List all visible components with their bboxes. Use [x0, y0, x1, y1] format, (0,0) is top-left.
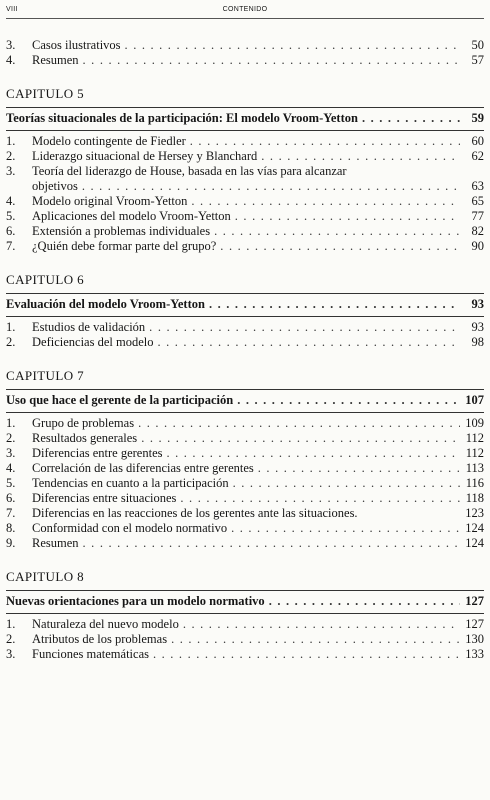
leader-dots	[258, 461, 460, 476]
entry-number: 9.	[6, 536, 16, 550]
page-number: VIII	[6, 6, 18, 13]
entry-number: 2.	[6, 335, 16, 349]
entry-label: Deficiencias del modelo	[32, 335, 154, 349]
title-rule	[6, 412, 484, 413]
chapter-title-entry	[6, 108, 484, 130]
chapter-title-page: 93	[471, 297, 484, 311]
entry-label: Teoría del liderazgo de House, basada en las vías para alcanzar	[32, 164, 347, 178]
leader-dots	[138, 416, 460, 431]
entry-number: 5.	[6, 476, 16, 490]
entry-number: 2.	[6, 149, 16, 163]
entry-page: 57	[471, 53, 484, 67]
entry-number: 1.	[6, 320, 16, 334]
entry-number: 3.	[6, 38, 16, 52]
entry-number: 3.	[6, 647, 16, 661]
toc-entry	[6, 446, 484, 461]
entry-label: Atributos de los problemas	[32, 632, 168, 646]
leader-dots	[141, 431, 460, 446]
running-title: CONTENIDO	[222, 6, 268, 13]
title-rule	[6, 130, 484, 131]
toc-entry	[6, 476, 484, 491]
toc-entry	[6, 239, 484, 254]
leader-dots	[83, 53, 460, 68]
chapter-title-page: 59	[471, 111, 484, 125]
leader-dots	[125, 38, 460, 53]
chapter-block	[6, 569, 484, 662]
entry-label: Modelo original Vroom-Yetton	[32, 194, 188, 208]
toc-entry	[6, 632, 484, 647]
chapter-list	[6, 86, 484, 662]
leader-dots	[209, 297, 460, 312]
entry-page: 90	[471, 239, 484, 253]
entry-label: Funciones matemáticas	[32, 647, 149, 661]
entry-label: Resultados generales	[32, 431, 138, 445]
entry-number: 6.	[6, 491, 16, 505]
entry-label: ¿Quién debe formar parte del grupo?	[32, 239, 217, 253]
toc-entry	[6, 617, 484, 632]
entry-label: Conformidad con el modelo normativo	[32, 521, 228, 535]
chapter-title: Evaluación del modelo Vroom-Yetton	[6, 297, 205, 311]
leader-dots	[82, 179, 460, 194]
entry-label: Resumen	[32, 53, 79, 67]
entry-page: 109	[465, 416, 484, 430]
toc-entry	[6, 149, 484, 164]
chapter-heading: CAPITULO 5	[6, 86, 85, 101]
leader-dots	[191, 194, 460, 209]
chapter-title-entry	[6, 390, 484, 412]
leader-dots	[183, 617, 460, 632]
entry-page: 116	[465, 476, 484, 490]
leader-dots	[231, 521, 460, 536]
toc-entry-continuation	[6, 179, 484, 194]
entry-number: 1.	[6, 416, 16, 430]
chapter-block	[6, 368, 484, 551]
entry-page: 113	[465, 461, 484, 475]
leader-dots	[180, 491, 460, 506]
toc-entry	[6, 53, 484, 68]
top-items	[6, 38, 484, 68]
chapter-title-entry	[6, 591, 484, 613]
entry-page: 112	[465, 446, 484, 460]
entry-number: 1.	[6, 134, 16, 148]
chapter-block	[6, 86, 484, 254]
leader-dots	[83, 536, 460, 551]
chapter-title-page: 127	[465, 594, 484, 608]
entry-page: 112	[465, 431, 484, 445]
leader-dots	[171, 632, 460, 647]
leader-dots	[149, 320, 460, 335]
entry-number: 5.	[6, 209, 16, 223]
chapter-title-entry	[6, 294, 484, 316]
chapter-title: Teorías situacionales de la participación: El modelo Vroom-Yetton	[6, 111, 358, 125]
entry-number: 2.	[6, 431, 16, 445]
toc-entry	[6, 209, 484, 224]
entry-page: 60	[471, 134, 484, 148]
entry-label: Resumen	[32, 536, 79, 550]
entry-label: Tendencias en cuanto a la participación	[32, 476, 229, 490]
entry-page: 133	[465, 647, 484, 661]
toc-entry	[6, 461, 484, 476]
leader-dots	[237, 393, 460, 408]
entry-page: 77	[471, 209, 484, 223]
entry-page: 127	[465, 617, 484, 631]
toc-entry	[6, 194, 484, 209]
table-of-contents	[6, 38, 484, 662]
entry-label: Diferencias entre situaciones	[32, 491, 177, 505]
leader-dots	[235, 209, 460, 224]
entry-number: 4.	[6, 461, 16, 475]
entry-page: 118	[465, 491, 484, 505]
entry-number: 4.	[6, 194, 16, 208]
entry-label: Correlación de las diferencias entre gerentes	[32, 461, 254, 475]
entry-page: 124	[465, 521, 484, 535]
entry-page: 65	[471, 194, 484, 208]
toc-entry	[6, 521, 484, 536]
toc-entry	[6, 536, 484, 551]
entry-page: 98	[471, 335, 484, 349]
entry-page: 124	[465, 536, 484, 550]
chapter-heading: CAPITULO 8	[6, 569, 85, 584]
entry-page: 62	[471, 149, 484, 163]
entry-label-continued: objetivos	[32, 179, 78, 193]
entry-label: Estudios de validación	[32, 320, 146, 334]
entry-label: Casos ilustrativos	[32, 38, 121, 52]
leader-dots	[153, 647, 460, 662]
entry-number: 1.	[6, 617, 16, 631]
entry-number: 3.	[6, 164, 16, 178]
entry-number: 7.	[6, 506, 16, 520]
chapter-title-page: 107	[465, 393, 484, 407]
entry-number: 7.	[6, 239, 16, 253]
entry-number: 6.	[6, 224, 16, 238]
entry-label: Liderazgo situacional de Hersey y Blanchard	[32, 149, 258, 163]
entry-label: Grupo de problemas	[32, 416, 135, 430]
toc-entry	[6, 38, 484, 53]
entry-number: 8.	[6, 521, 16, 535]
leader-dots	[220, 239, 460, 254]
leader-dots	[190, 134, 460, 149]
toc-entry	[6, 491, 484, 506]
entry-page: 123	[465, 506, 484, 520]
entry-label: Aplicaciones del modelo Vroom-Yetton	[32, 209, 231, 223]
chapter-title: Nuevas orientaciones para un modelo normativo	[6, 594, 265, 608]
entry-page: 130	[465, 632, 484, 646]
toc-entry	[6, 416, 484, 431]
toc-entry	[6, 647, 484, 662]
entry-label: Naturaleza del nuevo modelo	[32, 617, 179, 631]
toc-entry	[6, 164, 484, 179]
running-head	[6, 6, 484, 19]
entry-number: 2.	[6, 632, 16, 646]
entry-number: 3.	[6, 446, 16, 460]
toc-entry	[6, 335, 484, 350]
title-rule	[6, 613, 484, 614]
leader-dots	[233, 476, 460, 491]
entry-label: Diferencias en las reacciones de los gerentes ante las situaciones.	[32, 506, 358, 520]
chapter-block	[6, 272, 484, 350]
leader-dots	[362, 111, 460, 126]
leader-dots	[261, 149, 460, 164]
entry-label: Extensión a problemas individuales	[32, 224, 211, 238]
entry-page: 63	[471, 179, 484, 193]
entry-label: Modelo contingente de Fiedler	[32, 134, 186, 148]
entry-page: 93	[471, 320, 484, 334]
chapter-heading: CAPITULO 7	[6, 368, 85, 383]
toc-entry	[6, 431, 484, 446]
title-rule	[6, 316, 484, 317]
entry-number: 4.	[6, 53, 16, 67]
leader-dots	[166, 446, 460, 461]
entry-page: 82	[471, 224, 484, 238]
toc-entry	[6, 320, 484, 335]
leader-dots	[157, 335, 460, 350]
toc-entry	[6, 224, 484, 239]
leader-dots	[214, 224, 460, 239]
toc-entry	[6, 134, 484, 149]
leader-dots	[269, 594, 460, 609]
chapter-title: Uso que hace el gerente de la participación	[6, 393, 234, 407]
entry-label: Diferencias entre gerentes	[32, 446, 163, 460]
toc-entry	[6, 506, 484, 521]
entry-page: 50	[471, 38, 484, 52]
chapter-heading: CAPITULO 6	[6, 272, 85, 287]
